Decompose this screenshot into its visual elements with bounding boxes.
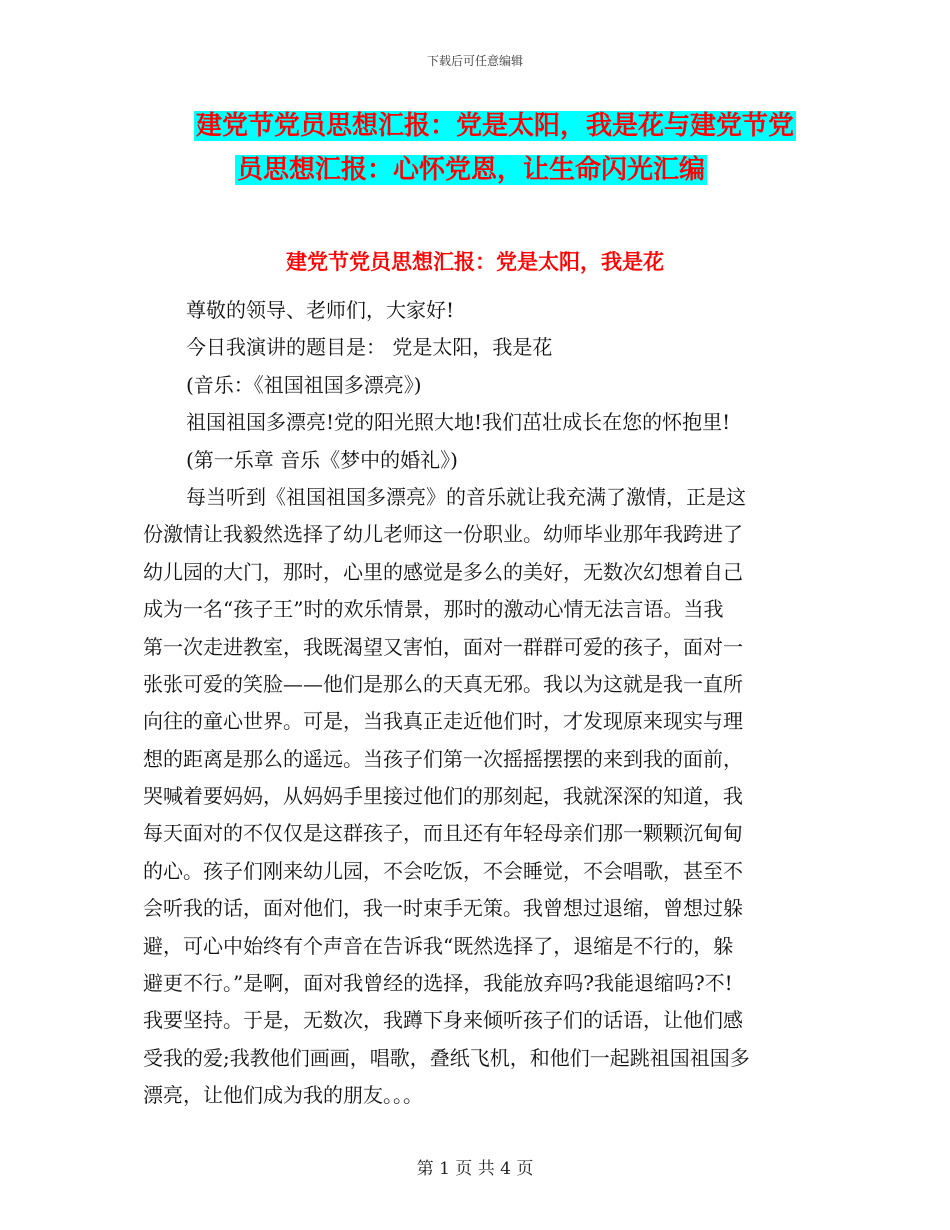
body-line: 张张可爱的笑脸——他们是那么的天真无邪。我以为这就是我一直所 [143,671,743,696]
body-line: 向往的童心世界。可是，当我真正走近他们时，才发现原来现实与理 [143,709,743,734]
body-line: 我要坚持。于是，无数次，我蹲下身来倾听孩子们的话语，让他们感 [143,1008,743,1033]
body-line: 想的距离是那么的遥远。当孩子们第一次摇摇摆摆的来到我的面前， [143,746,743,771]
body-line: (第一乐章 音乐《梦中的婚礼》) [186,447,458,472]
body-line: 成为一名“孩子王”时的欢乐情景，那时的激动心情无法言语。当我 [143,597,724,622]
document-body [143,292,823,1115]
body-line: 避更不行。”是啊，面对我曾经的选择，我能放弃吗?我能退缩吗?不! [143,971,733,996]
body-line: 会听我的话，面对他们，我一时束手无策。我曾想过退缩，曾想过躲 [143,896,743,921]
header-note: 下载后可任意编辑 [426,54,523,68]
body-line: 漂亮，让他们成为我的朋友。。。 [143,1083,423,1108]
main-title-line-1 [140,104,830,148]
main-title-line-1-text: 建党节党员思想汇报：党是太阳，我是花与建党节党 [196,111,795,141]
page-footer: 第 1 页 共 4 页 [416,1159,534,1179]
body-line: 哭喊着要妈妈，从妈妈手里接过他们的那刻起，我就深深的知道，我 [143,784,743,809]
body-line: 份激情让我毅然选择了幼儿老师这一份职业。幼师毕业那年我跨进了 [143,522,743,547]
main-title [140,104,830,192]
body-line: (音乐：《祖国祖国多漂亮》) [186,372,422,397]
section-title: 建党节党员思想汇报：党是太阳，我是花 [286,250,664,274]
body-line: 每天面对的不仅仅是这群孩子，而且还有年轻母亲们那一颗颗沉甸甸 [143,821,743,846]
body-line: 受我的爱;我教他们画画，唱歌，叠纸飞机，和他们一起跳祖国祖国多 [143,1045,750,1070]
body-line: 的心。孩子们刚来幼儿园，不会吃饭，不会睡觉，不会唱歌，甚至不 [143,858,743,883]
body-line: 今日我演讲的题目是： 党是太阳，我是花 [186,335,553,360]
body-line: 尊敬的领导、老师们，大家好! [186,298,455,322]
main-title-line-2 [140,148,830,192]
body-line: 每当听到《祖国祖国多漂亮》的音乐就让我充满了激情，正是这 [186,484,746,509]
body-line: 避，可心中始终有个声音在告诉我“既然选择了，退缩是不行的，躲 [143,933,734,958]
body-line: 第一次走进教室，我既渴望又害怕，面对一群群可爱的孩子，面对一 [143,634,743,659]
body-line: 幼儿园的大门，那时，心里的感觉是多么的美好，无数次幻想着自己 [143,559,743,584]
main-title-line-2-text: 员思想汇报：心怀党恩，让生命闪光汇编 [237,155,706,185]
body-line: 祖国祖国多漂亮!党的阳光照大地!我们茁壮成长在您的怀抱里! [186,410,731,435]
